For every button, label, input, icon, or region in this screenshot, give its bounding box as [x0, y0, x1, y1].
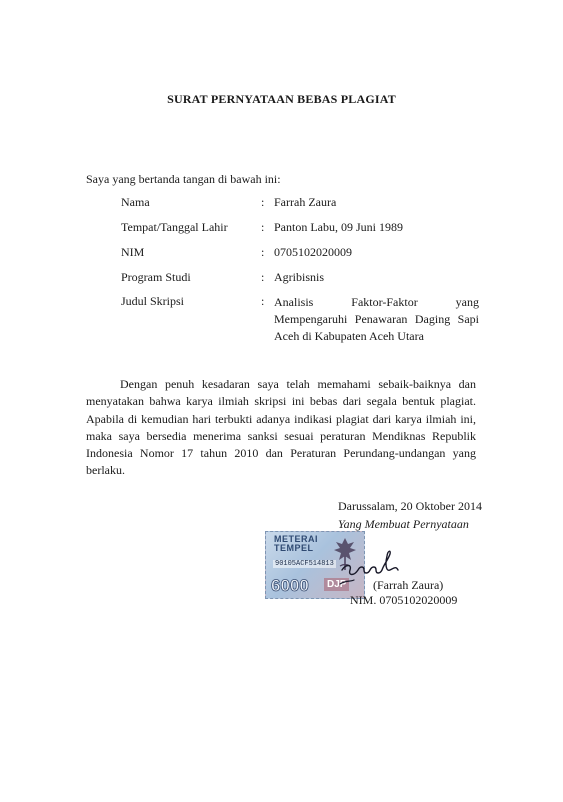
field-label: Tempat/Tanggal Lahir	[121, 220, 228, 234]
stamp-title-line1: METERAI	[274, 534, 318, 544]
document-title: SURAT PERNYATAAN BEBAS PLAGIAT	[167, 92, 396, 106]
field-value: Agribisnis	[274, 270, 325, 284]
field-colon: :	[261, 195, 265, 209]
field-colon: :	[261, 220, 265, 234]
field-label: Program Studi	[121, 270, 191, 284]
field-label: NIM	[121, 245, 145, 259]
stamp-value: 6000	[271, 576, 309, 595]
signer-nim: NIM. 0705102020009	[350, 593, 458, 607]
field-colon: :	[261, 245, 265, 259]
field-colon: :	[261, 294, 265, 308]
stamp-code: 90105ACF514813	[275, 560, 334, 568]
field-value: Panton Labu, 09 Juni 1989	[274, 220, 403, 234]
field-label: Judul Skripsi	[121, 294, 185, 308]
signer-name: (Farrah Zaura)	[373, 578, 444, 592]
field-value: Farrah Zaura	[274, 195, 337, 209]
field-label: Nama	[121, 195, 150, 209]
field-colon: :	[261, 270, 265, 284]
stamp-title	[274, 535, 318, 553]
field-value: Analisis Faktor-Faktor yang Mempengaruhi Penawaran Daging Sapi Aceh di Kabupaten Aceh Utara	[274, 295, 479, 343]
statement-paragraph: Dengan penuh kesadaran saya telah memahami sebaik-baiknya dan menyatakan bahwa karya ilmiah skripsi ini bebas dari segala bentuk plagiat. Apabila di kemudian hari terbukti adanya indikasi plagiat dari karya ilmiah ini, maka saya bersedia menerima sanksi sesuai peraturan Mendiknas Republik Indonesia Nomor 17 tahun 2010 dan Peraturan Perundang-undangan yang berlaku.	[86, 377, 476, 478]
place-date: Darussalam, 20 Oktober 2014	[338, 499, 482, 513]
stamp-djp-mark: DJP	[324, 578, 349, 591]
signer-role: Yang Membuat Pernyataan	[338, 517, 469, 531]
intro-text: Saya yang bertanda tangan di bawah ini:	[86, 172, 281, 186]
field-value: 0705102020009	[274, 245, 352, 259]
stamp-title-line2: TEMPEL	[274, 543, 314, 553]
